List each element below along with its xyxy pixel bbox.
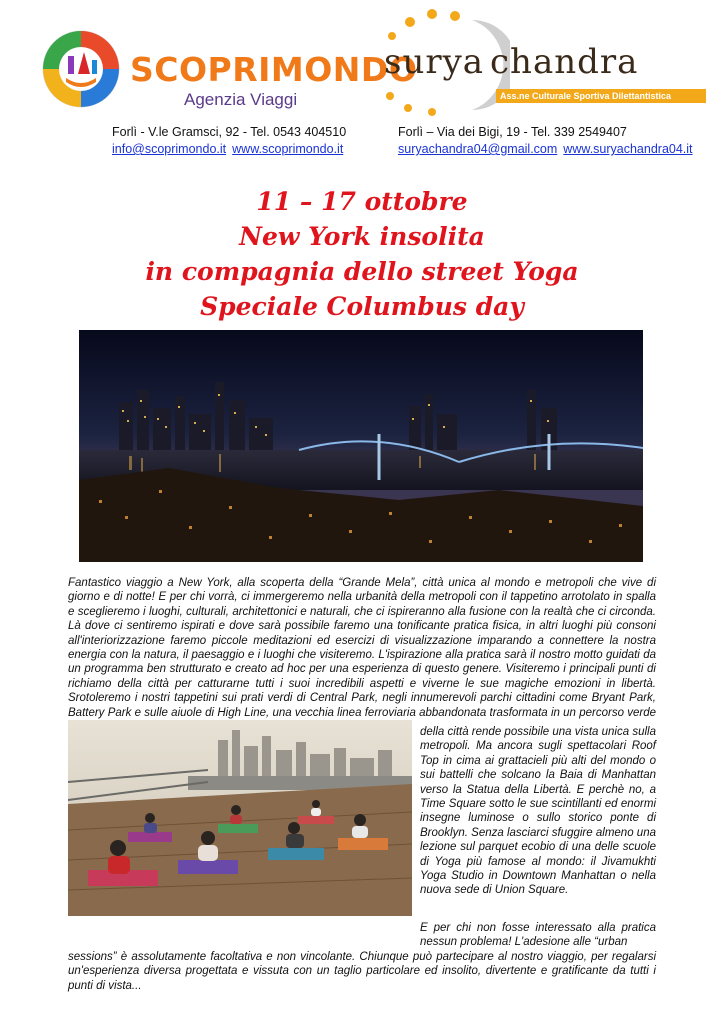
surya-chandra-logo — [380, 6, 700, 116]
contact-surya-chandra — [398, 125, 699, 156]
brand-subtitle: Agenzia Viaggi — [184, 90, 298, 109]
address-scoprimondo: Forlì - V.le Gramsci, 92 - Tel. 0543 404510 — [112, 125, 347, 139]
title-dates: 11 – 17 ottobre — [256, 187, 468, 216]
description-main: Fantastico viaggio a New York, alla scoperta della “Grande Mela”, città unica al mondo e metropoli che vive di giorno e di notte! E per chi vorrà, ci immergeremo nella urbanità della metropoli con il tappetino arrotolato in spalla e sceglieremo i luoghi, culturali, architettonici e naturali, che ci ispireranno alla fusione con la realtà che ci circonda. Là dove ci sentiremo ispirati e dove sarà possibile faremo una tonificante pratica fisica, in altri luoghi più consoni all'interiorizzazione faremo piccole meditazioni ed esercizi di visualizzazione imparando a connettere la nostra energia con la natura, il paesaggio e i luoghi che visiteremo. L'ispirazione alla pratica sarà il nostro motto guidati da un programma ben strutturato e creato ad hoc per una esperienza di questo genere. Visiteremo i principali punti di richiamo della città per catturarne tutti i suoi incredibili aspetti e viverne le sue magiche emozioni in libertà. Srotoleremo i nostri tappetini sui prati verdi di Central Park, negli innumerevoli parchi cittadini come Bryant Park, Battery Park e sulle aiuole di High Line, una vecchia linea ferroviaria abbandonata trasformata in un percorso verde — [68, 577, 656, 719]
new-york-night-photo — [79, 330, 643, 562]
logo-word-surya: surya — [384, 42, 485, 82]
website-link-surya-chandra[interactable]: www.suryachandra04.it — [563, 142, 693, 156]
description-closing — [68, 921, 656, 993]
scoprimondo-logo — [34, 20, 418, 116]
street-yoga-photo — [68, 720, 412, 916]
title-line-2: New York insolita — [239, 222, 485, 251]
contact-scoprimondo — [112, 125, 349, 156]
logo-tagline: Ass.ne Culturale Sportiva Dilettantistica — [496, 89, 706, 103]
address-surya-chandra: Forlì – Via dei Bigi, 19 - Tel. 339 2549407 — [398, 125, 627, 139]
title-line-4: Speciale Columbus day — [200, 292, 524, 321]
website-link-scoprimondo[interactable]: www.scoprimondo.it — [232, 142, 344, 156]
email-link-scoprimondo[interactable]: info@scoprimondo.it — [112, 142, 227, 156]
logo-word-chandra: chandra — [490, 42, 639, 82]
globe-monuments-icon — [38, 26, 124, 112]
description-side: della città rende possibile una vista unica sulla metropoli. Ma ancora sugli spettacolari Roof Top in cima ai grattacieli più alti del mondo o sui battelli che solcano la Baia di Manhattan verso la Statua della Libertà. E perchè no, a Time Square sotto le sue scintillanti ed enormi insegne luminose o sullo storico ponte di Brooklyn. Senza lasciarci sfuggire almeno una lezione sul parquet ecobio di una delle scuole di Yoga più famose al mondo: il Jivamukhti Yoga Studio in Downtown Manhattan o nella nuova sede di Union Square. — [420, 726, 656, 897]
event-title — [0, 184, 724, 324]
brand-name: SCOPRIMONDO — [130, 50, 418, 89]
title-line-3: in compagnia dello street Yoga — [145, 257, 579, 286]
closing-rest: sessions” è assolutamente facoltativa e non vincolante. Chiunque può partecipare al nostro viaggio, per regalarsi un'esperienza diversa progettata e vissuta con un taglio particolare ed insolito, divertente e gratificante da tutti i punti di vista... — [68, 950, 656, 992]
closing-first-line: E per chi non fosse interessato alla pratica nessun problema! L'adesione alle “urban — [420, 922, 656, 949]
email-link-surya-chandra[interactable]: suryachandra04@gmail.com — [398, 142, 558, 156]
